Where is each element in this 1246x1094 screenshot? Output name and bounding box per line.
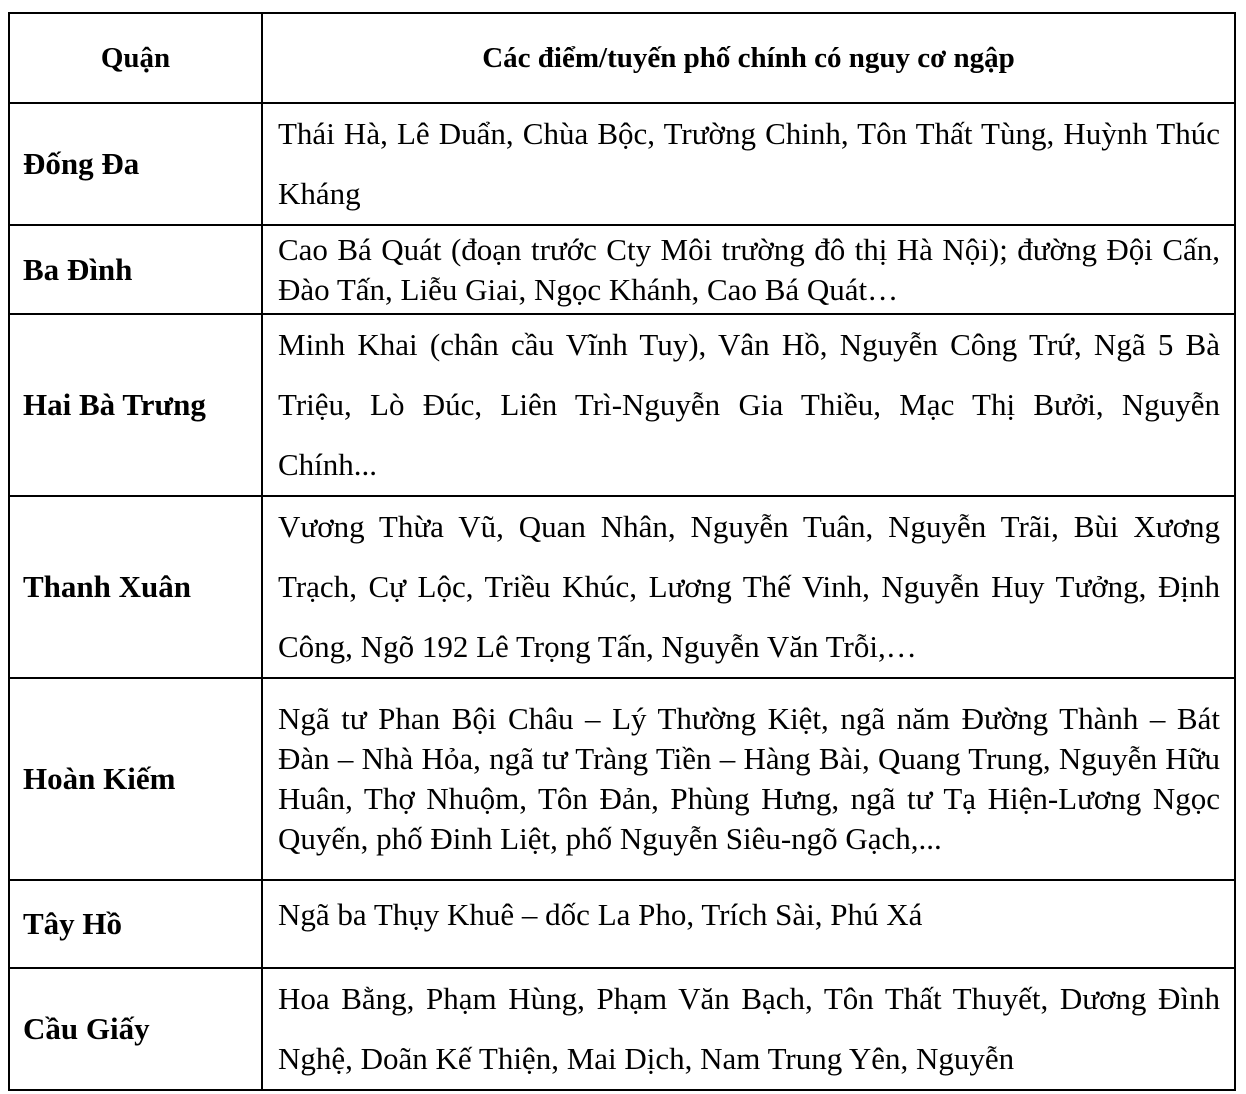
- table-row: [9, 968, 1235, 1090]
- district-name: Hai Bà Trưng: [9, 314, 262, 496]
- district-name: Tây Hồ: [9, 880, 262, 968]
- district-name: Cầu Giấy: [9, 968, 262, 1090]
- header-row: [9, 13, 1235, 103]
- header-district: Quận: [9, 13, 262, 103]
- table-row: [9, 225, 1235, 314]
- flood-risk-table: [8, 12, 1236, 1091]
- district-streets: Minh Khai (chân cầu Vĩnh Tuy), Vân Hồ, Nguyễn Công Trứ, Ngã 5 Bà Triệu, Lò Đúc, Liên Trì-Nguyễn Gia Thiều, Mạc Thị Bưởi, Nguyễn Chính...: [262, 314, 1235, 496]
- table-row: [9, 103, 1235, 225]
- district-name: Đống Đa: [9, 103, 262, 225]
- district-streets: Hoa Bằng, Phạm Hùng, Phạm Văn Bạch, Tôn Thất Thuyết, Dương Đình Nghệ, Doãn Kế Thiện, Mai Dịch, Nam Trung Yên, Nguyễn: [262, 968, 1235, 1090]
- table-row: [9, 314, 1235, 496]
- district-streets: Vương Thừa Vũ, Quan Nhân, Nguyễn Tuân, Nguyễn Trãi, Bùi Xương Trạch, Cự Lộc, Triều Khúc, Lương Thế Vinh, Nguyễn Huy Tưởng, Định Công, Ngõ 192 Lê Trọng Tấn, Nguyễn Văn Trỗi,…: [262, 496, 1235, 678]
- district-streets: Ngã tư Phan Bội Châu – Lý Thường Kiệt, ngã năm Đường Thành – Bát Đàn – Nhà Hỏa, ngã tư Tràng Tiền – Hàng Bài, Quang Trung, Nguyễn Hữu Huân, Thợ Nhuộm, Tôn Đản, Phùng Hưng, ngã tư Tạ Hiện-Lương Ngọc Quyến, phố Đinh Liệt, phố Nguyễn Siêu-ngõ Gạch,...: [262, 678, 1235, 880]
- district-name: Hoàn Kiếm: [9, 678, 262, 880]
- table-row: [9, 678, 1235, 880]
- header-streets: Các điểm/tuyến phố chính có nguy cơ ngập: [262, 13, 1235, 103]
- district-streets: Ngã ba Thụy Khuê – dốc La Pho, Trích Sài, Phú Xá: [262, 880, 1235, 968]
- table-row: [9, 496, 1235, 678]
- table-row: [9, 880, 1235, 968]
- district-name: Thanh Xuân: [9, 496, 262, 678]
- district-name: Ba Đình: [9, 225, 262, 314]
- district-streets: Thái Hà, Lê Duẩn, Chùa Bộc, Trường Chinh, Tôn Thất Tùng, Huỳnh Thúc Kháng: [262, 103, 1235, 225]
- district-streets: Cao Bá Quát (đoạn trước Cty Môi trường đô thị Hà Nội); đường Đội Cấn, Đào Tấn, Liễu Giai, Ngọc Khánh, Cao Bá Quát…: [262, 225, 1235, 314]
